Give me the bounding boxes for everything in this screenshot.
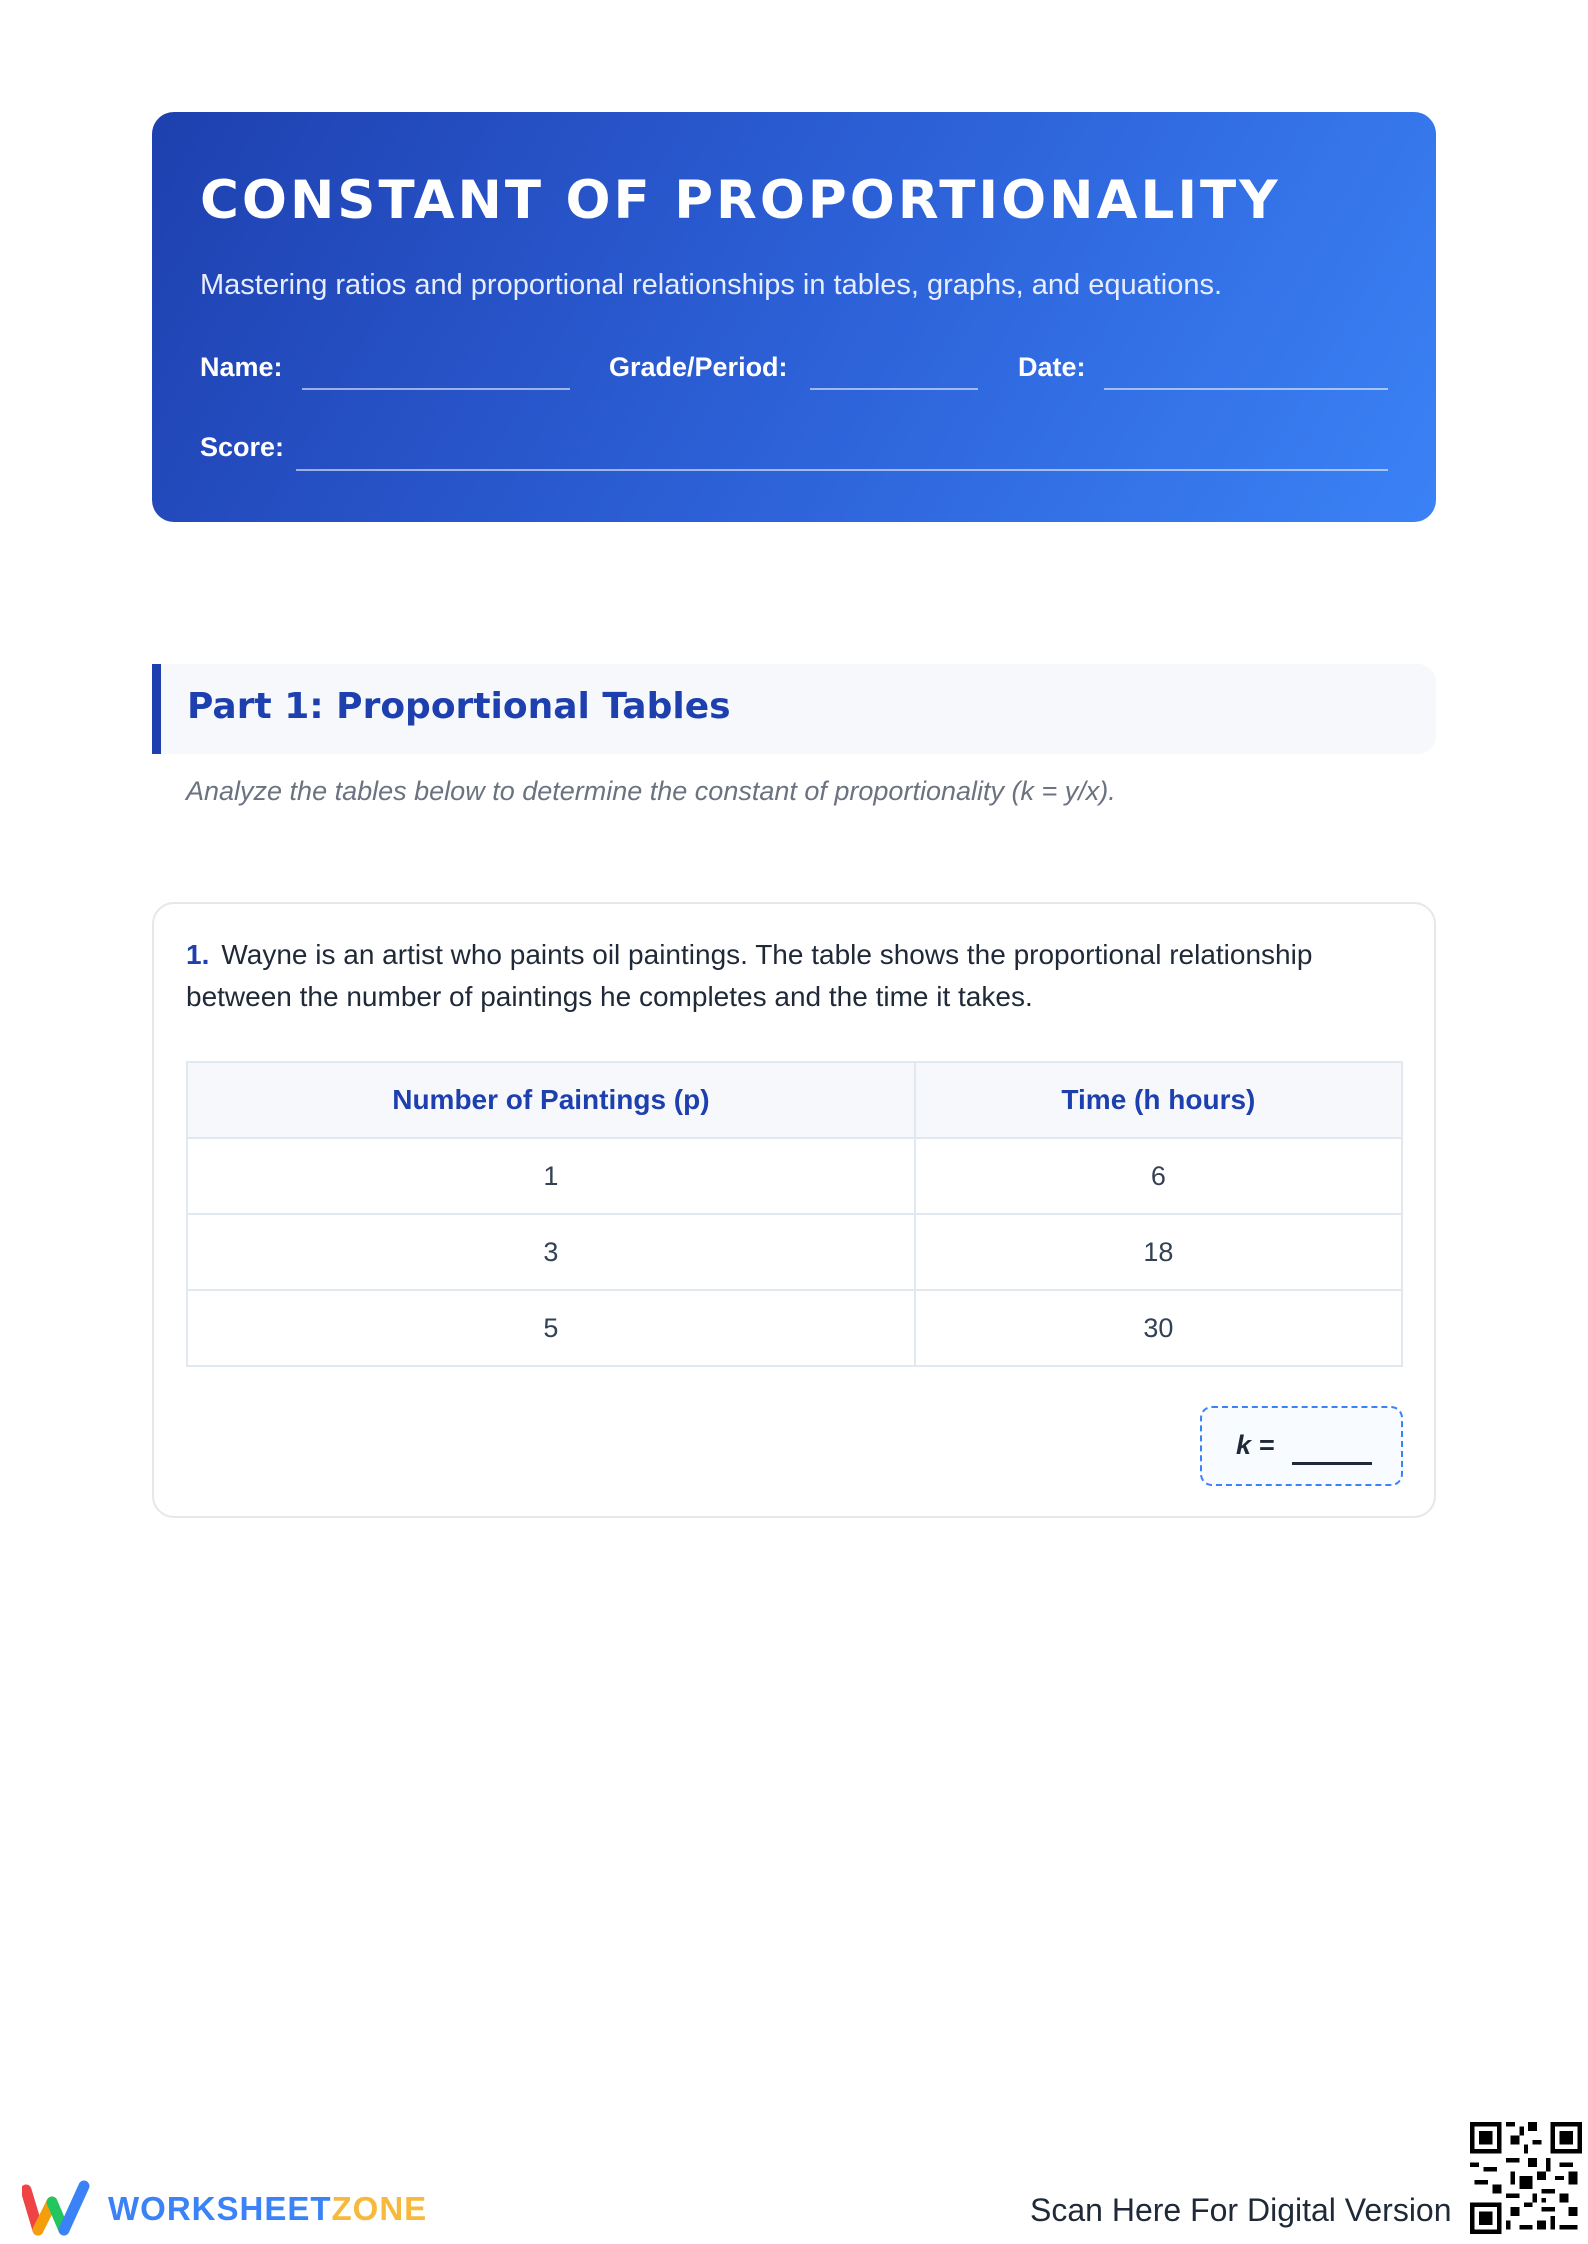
question-card [152, 902, 1436, 1518]
column-header: Time (h hours) [915, 1062, 1402, 1138]
worksheet-title: CONSTANT OF PROPORTIONALITY [200, 170, 1281, 231]
answer-label: k = [1236, 1430, 1275, 1460]
brand-part-1: WORKSHEET [108, 2190, 332, 2227]
question-number: 1. [186, 939, 210, 970]
column-header: Number of Paintings (p) [187, 1062, 915, 1138]
table-cell: 30 [915, 1290, 1402, 1366]
qr-code-icon[interactable] [1470, 2122, 1582, 2234]
table-header-row [187, 1062, 1402, 1138]
table-cell: 5 [187, 1290, 915, 1366]
grade-period-field[interactable] [810, 388, 978, 390]
table-cell: 18 [915, 1214, 1402, 1290]
name-field[interactable] [302, 388, 570, 390]
question-text: Wayne is an artist who paints oil paintings. The table shows the proportional relationship between the number of paintings he completes and the time it takes. [186, 939, 1313, 1012]
table-row [187, 1290, 1402, 1366]
name-label: Name: [200, 352, 283, 382]
score-label: Score: [200, 432, 285, 462]
proportion-table [186, 1061, 1403, 1367]
date-field[interactable] [1104, 388, 1388, 390]
table-row [187, 1214, 1402, 1290]
table-cell: 6 [915, 1138, 1402, 1214]
grade-period-label: Grade/Period: [609, 352, 788, 382]
table-cell: 1 [187, 1138, 915, 1214]
date-label: Date: [1018, 352, 1086, 382]
scan-caption: Scan Here For Digital Version [1030, 2192, 1452, 2228]
table-row [187, 1138, 1402, 1214]
answer-box[interactable] [1200, 1406, 1403, 1486]
worksheetzone-logo-icon [22, 2180, 94, 2238]
answer-blank[interactable] [1292, 1462, 1372, 1465]
table-cell: 3 [187, 1214, 915, 1290]
section-title: Part 1: Proportional Tables [187, 686, 731, 727]
score-field[interactable] [296, 469, 1388, 471]
brand-part-2: ZONE [331, 2190, 428, 2227]
worksheet-subtitle: Mastering ratios and proportional relationships in tables, graphs, and equations. [200, 269, 1223, 301]
section-instructions: Analyze the tables below to determine the constant of proportionality (k = y/x). [186, 776, 1116, 806]
question-prompt [186, 934, 1396, 1018]
worksheet-header [152, 112, 1436, 522]
brand-name [108, 2190, 427, 2228]
section-heading [152, 664, 1436, 754]
